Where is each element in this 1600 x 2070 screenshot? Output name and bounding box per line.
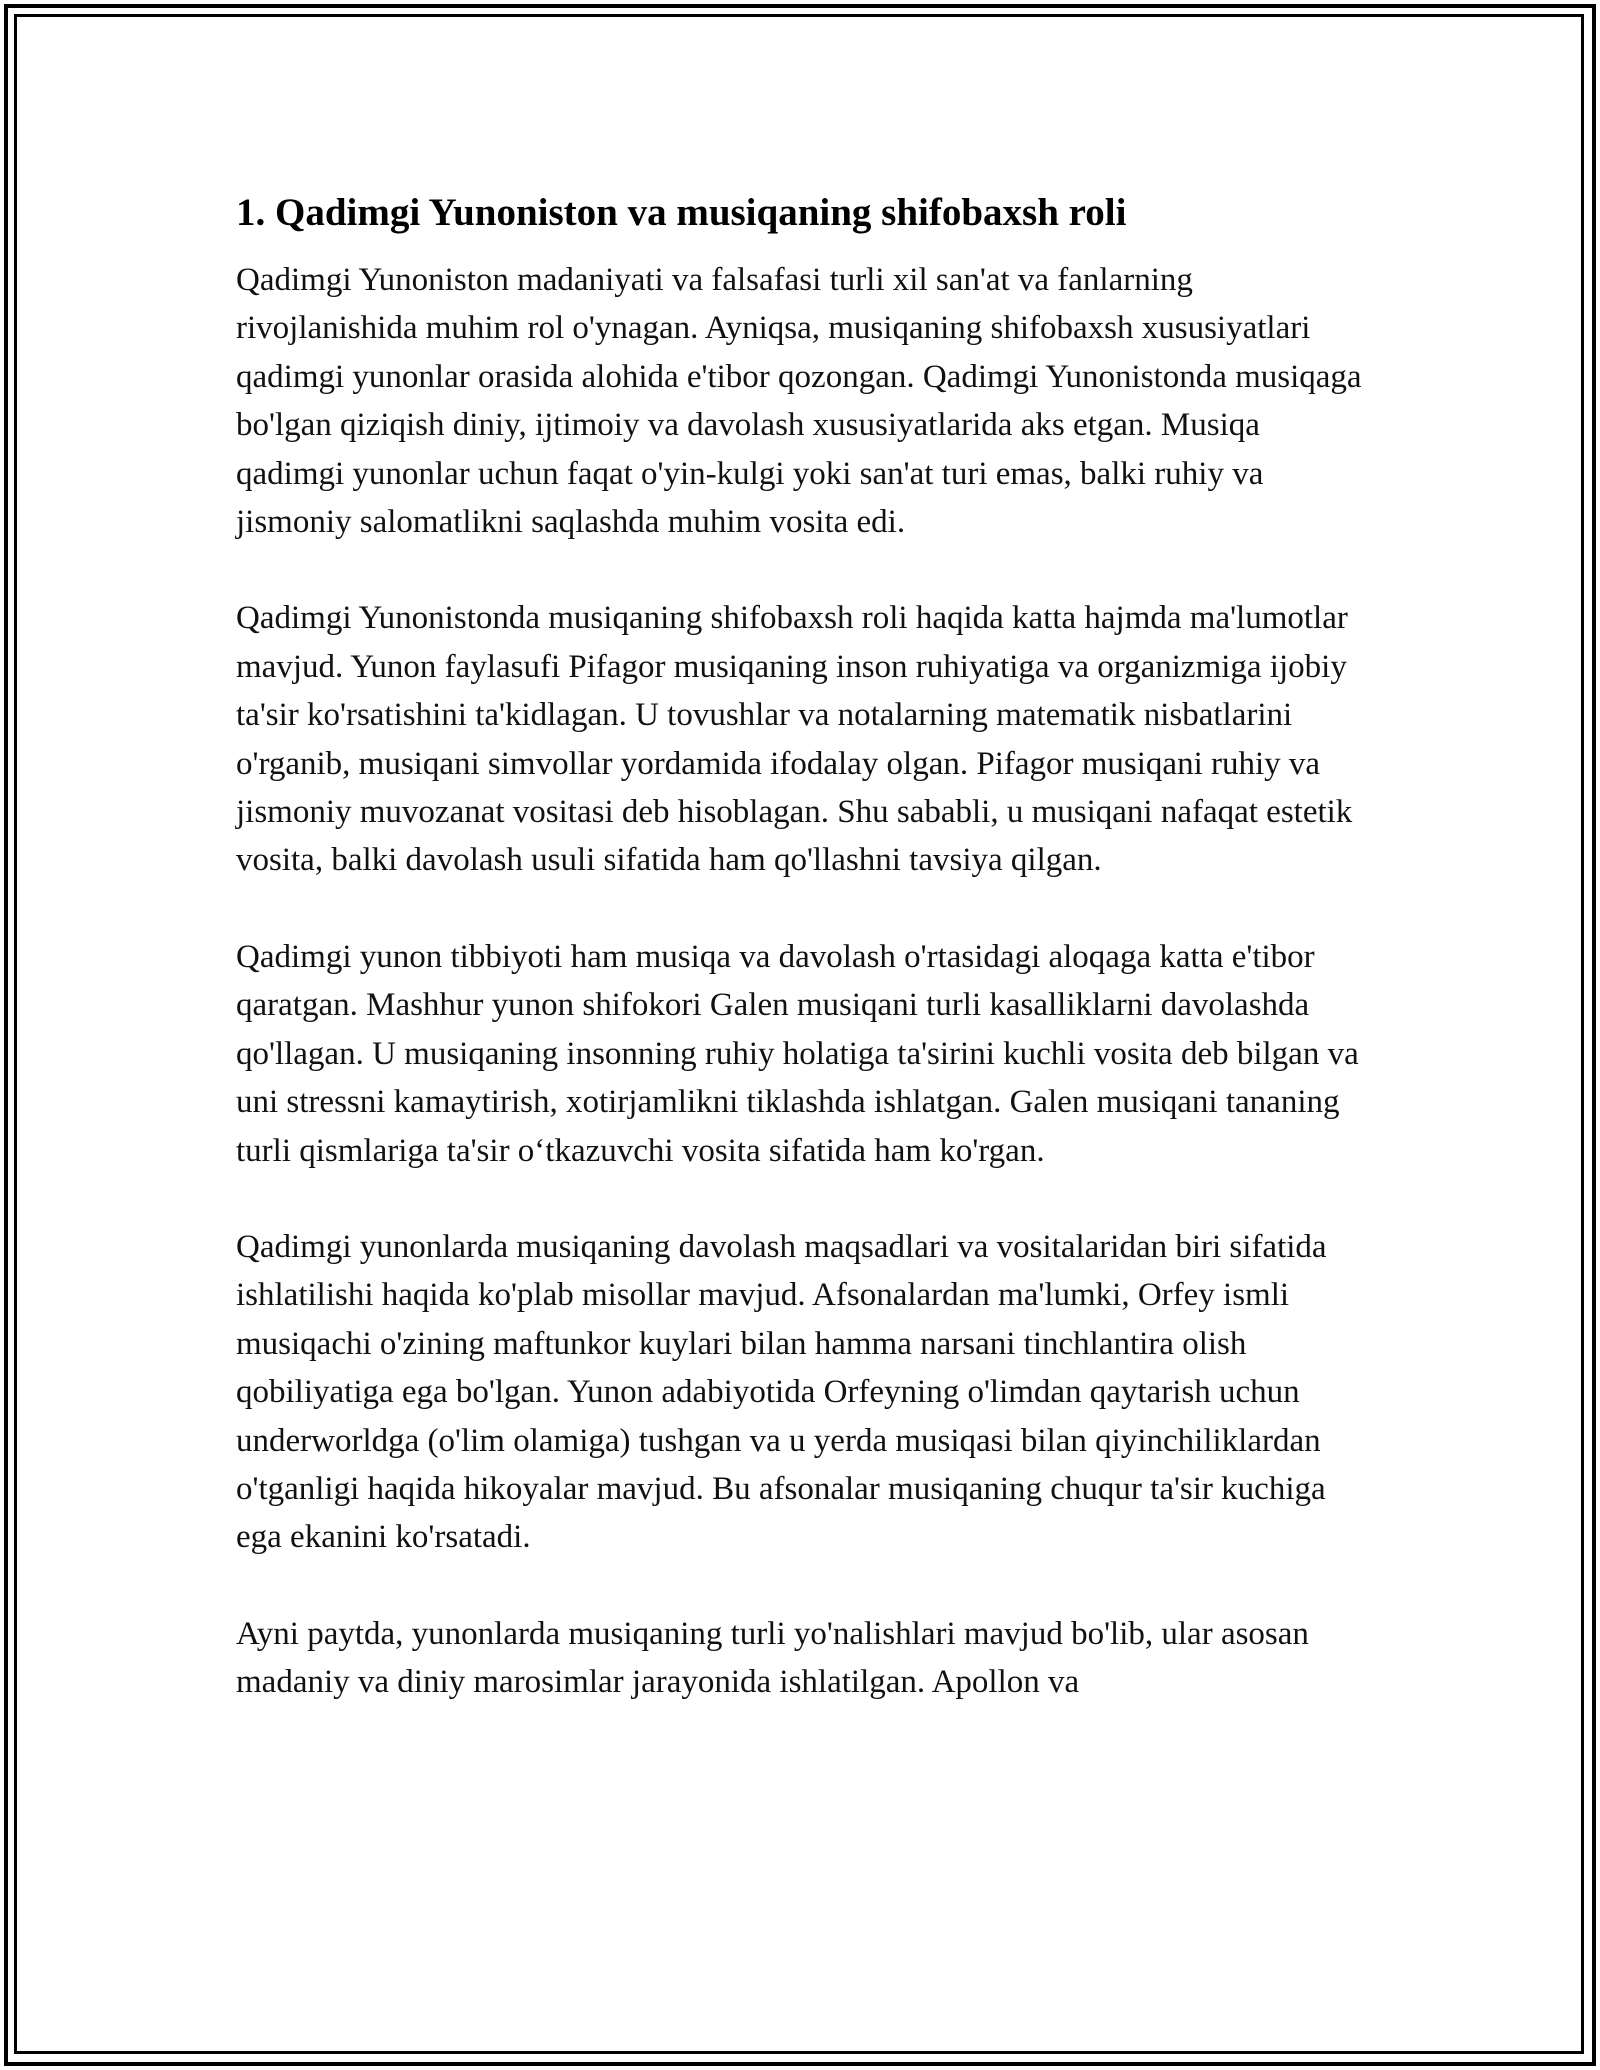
paragraph-5: Ayni paytda, yunonlarda musiqaning turli yo'nalishlari mavjud bo'lib, ular asosan madaniy va diniy marosimlar jarayonida ishlatilgan. Apollon va: [236, 1615, 1309, 1701]
paragraph-2: Qadimgi Yunonistonda musiqaning shifobaxsh roli haqida katta hajmda ma'lumotlar mavjud. Yunon faylasufi Pifagor musiqaning inson ruhiyatiga va organizmiga ijobiy ta'sir ko'rsatishini ta'kidlagan. U tovushlar va notalarning matematik nisbatlarini o'rganib, musiqani simvollar yordamida ifodalay olgan. Pifagor musiqani ruhiy va jismoniy muvozanat vositasi deb hisoblagan. Shu sababli, u musiqani nafaqat estetik vosita, balki davolash usuli sifatida ham qo'llashni tavsiya qilgan.: [236, 600, 1353, 879]
paragraph-1: Qadimgi Yunoniston madaniyati va falsafasi turli xil san'at va fanlarning rivojlanishida muhim rol o'ynagan. Ayniqsa, musiqaning shifobaxsh xususiyatlari qadimgi yunonlar orasida alohida e'tibor qozongan. Qadimgi Yunonistonda musiqaga bo'lgan qiziqish diniy, ijtimoiy va davolash xususiyatlarida aks etgan. Musiqa qadimgi yunonlar uchun faqat o'yin-kulgi yoki san'at turi emas, balki ruhiy va jismoniy salomatlikni saqlashda muhim vosita edi.: [236, 262, 1362, 541]
paragraph-3: Qadimgi yunon tibbiyoti ham musiqa va davolash o'rtasidagi aloqaga katta e'tibor qaratgan. Mashhur yunon shifokori Galen musiqani turli kasalliklarni davolashda qo'llagan. U musiqaning insonning ruhiy holatiga ta'sirini kuchli vosita deb bilgan va uni stressni kamaytirish, xotirjamlikni tiklashda ishlatgan. Galen musiqani tananing turli qismlariga ta'sir o‘tkazuvchi vosita sifatida ham ko'rgan.: [236, 938, 1359, 1169]
section-heading: 1. Qadimgi Yunoniston va musiqaning shifobaxsh roli: [236, 191, 1127, 234]
document-body: [236, 188, 1366, 1755]
paragraph-4: Qadimgi yunonlarda musiqaning davolash maqsadlari va vositalaridan biri sifatida ishlatilishi haqida ko'plab misollar mavjud. Afsonalardan ma'lumki, Orfey ismli musiqachi o'zining maftunkor kuylari bilan hamma narsani tinchlantira olish qobiliyatiga ega bo'lgan. Yunon adabiyotida Orfeyning o'limdan qaytarish uchun underworldga (o'lim olamiga) tushgan va u yerda musiqasi bilan qiyinchiliklardan o'tganligi haqida hikoyalar mavjud. Bu afsonalar musiqaning chuqur ta'sir kuchiga ega ekanini ko'rsatadi.: [236, 1228, 1327, 1556]
